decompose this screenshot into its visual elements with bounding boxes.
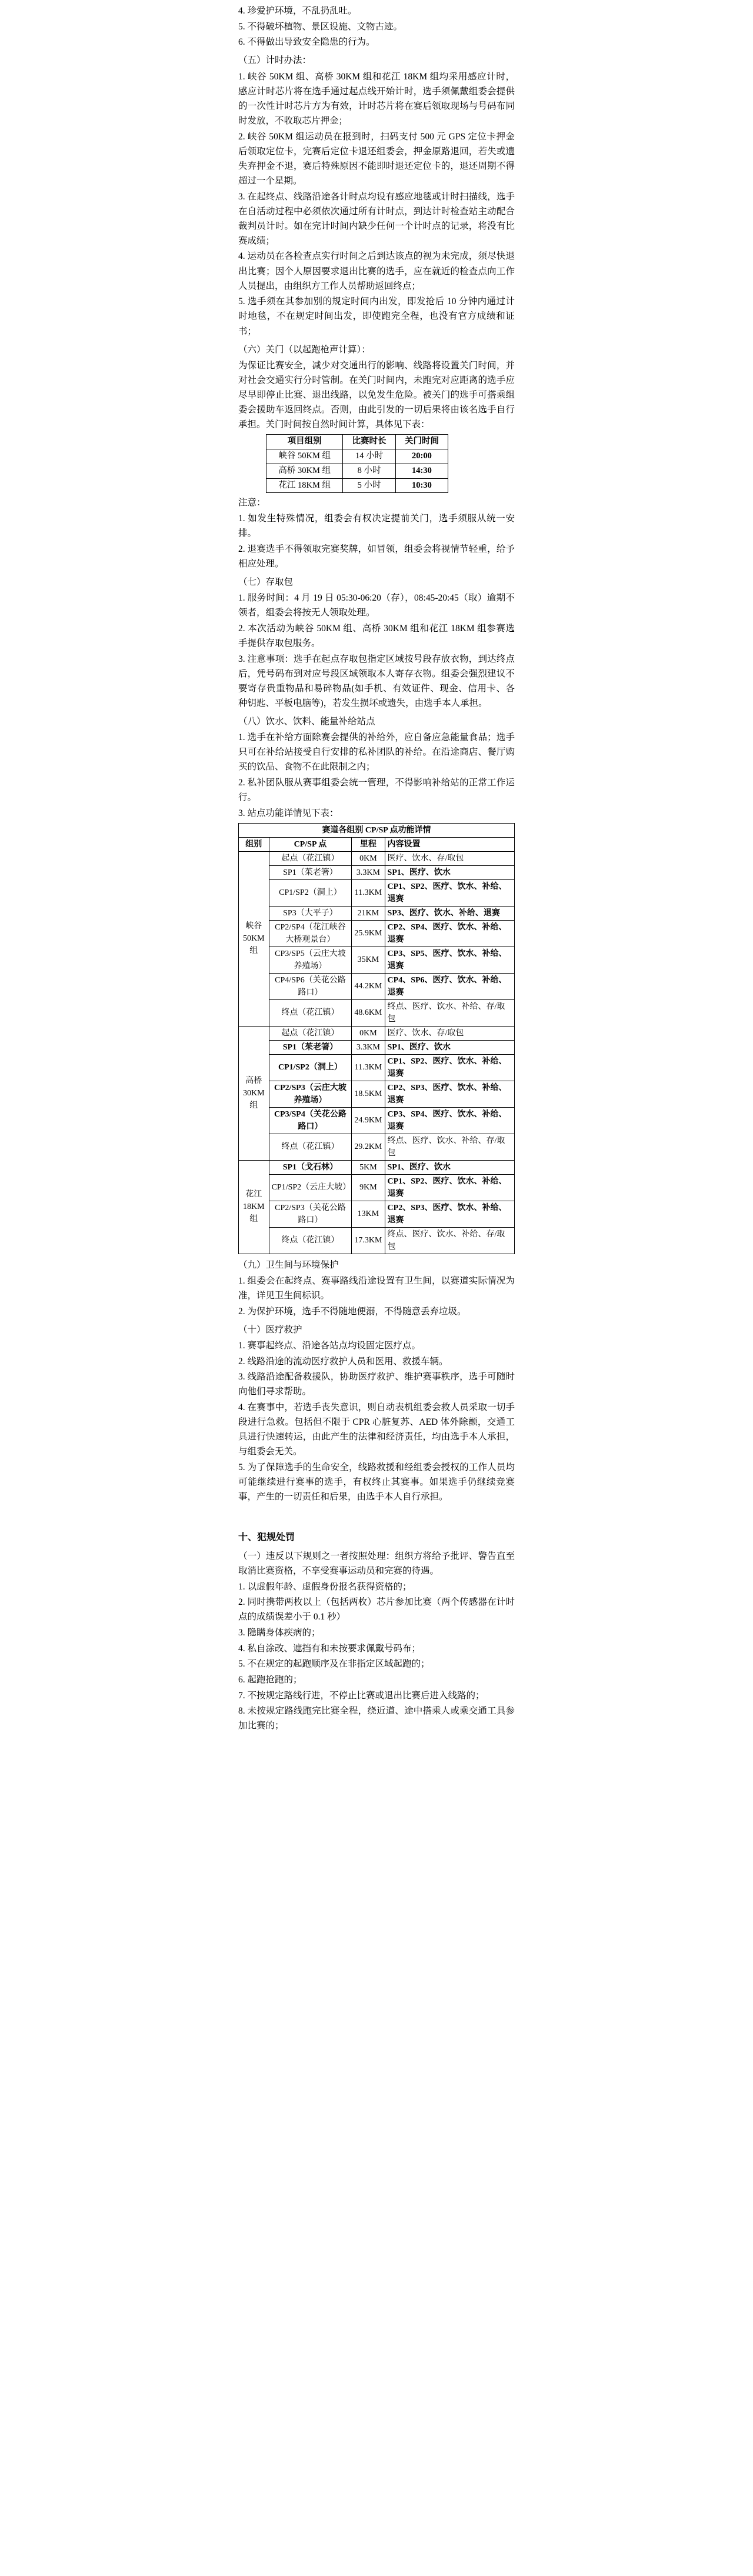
paragraph-timing-1: 1. 峡谷 50KM 组、高桥 30KM 组和花江 18KM 组均采用感应计时，感应计时芯片将在选手通过起点线开始计时，选手须佩戴组委会提供的一次性计时芯片方为有效，计时芯片将在赛后领取现场与号码布同时发放，不收取芯片押金； (238, 71, 515, 126)
cell-services: CP4、SP6、医疗、饮水、补给、退赛 (385, 973, 514, 999)
table-row (239, 973, 515, 999)
col-header-distance: 里程 (352, 837, 385, 851)
cell-distance: 48.6KM (352, 999, 385, 1026)
table-row (239, 999, 515, 1026)
col-header-group: 组别 (239, 837, 269, 851)
cell-services: 终点、医疗、饮水、补给、存/取包 (385, 999, 514, 1026)
cell-distance: 18.5KM (352, 1081, 385, 1107)
cell-group: 高桥 30KM 组 (266, 464, 343, 478)
cell-group-name: 峡谷 50KM 组 (239, 851, 269, 1026)
cell-services: CP2、SP3、医疗、饮水、补给、退赛 (385, 1081, 514, 1107)
table-header-row (239, 837, 515, 851)
cell-distance: 17.3KM (352, 1227, 385, 1254)
paragraph-penalty-5: 5. 不在规定的起跑顺序及在非指定区域起跑的； (238, 1659, 430, 1669)
paragraph-penalty-6: 6. 起跑抢跑的； (238, 1675, 302, 1685)
paragraph-supply-2: 2. 私补团队服从赛事组委会统一管理，不得影响补给站的正常工作运行。 (238, 778, 515, 803)
cell-group-name: 高桥 30KM 组 (239, 1026, 269, 1160)
cell-distance: 35KM (352, 947, 385, 973)
paragraph-penalty-8: 8. 未按规定路线跑完比赛全程，绕近道、途中搭乘人或乘交通工具参加比赛的； (238, 1706, 515, 1731)
cell-services: SP1、医疗、饮水 (385, 1160, 514, 1174)
table-row (239, 1026, 515, 1040)
paragraph-rule-5: 5. 不得破坏植物、景区设施、文物古迹。 (238, 21, 403, 32)
cell-point: CP1/SP2（洞上） (269, 879, 352, 906)
cell-services: CP1、SP2、医疗、饮水、补给、退赛 (385, 879, 514, 906)
paragraph-penalty-1: 1. 以虚假年龄、虚假身份报名获得资格的； (238, 1581, 412, 1592)
paragraph-medical-5: 5. 为了保障选手的生命安全，线路救援和经组委会授权的工作人员均可能继续进行赛事的选手，有权终止其赛事。如果选手仍继续竞赛事，产生的一切责任和后果，由选手本人自行承担。 (238, 1462, 515, 1502)
paragraph-note-2: 2. 退赛选手不得领取完赛奖牌，如冒领，组委会将视情节轻重，给予相应处理。 (238, 544, 515, 569)
table-row (239, 1040, 515, 1054)
cell-services: 医疗、饮水、存/取包 (385, 851, 514, 865)
paragraph-storage-3: 3. 注意事项：选手在起点存取包指定区域按号段存放衣物，到达终点后，凭号码布到对应号段区域领取本人寄存衣物。组委会强烈建议不要寄存贵重物品和易碎物品(如手机、有效证件、现金、信用卡、各种钥匙、平板电脑等)，若发生损坏或遗失，由选手本人承担。 (238, 654, 515, 708)
heading-hygiene: （九）卫生间与环境保护 (238, 1259, 339, 1270)
table-row (266, 478, 448, 493)
table-row (266, 464, 448, 478)
col-header-duration: 比赛时长 (343, 435, 395, 449)
cell-point: SP1（戈石林） (269, 1160, 352, 1174)
cell-cutoff: 14:30 (395, 464, 448, 478)
course-detail-table (238, 823, 515, 1254)
cell-duration: 8 小时 (343, 464, 395, 478)
cell-distance: 3.3KM (352, 865, 385, 879)
cell-distance: 29.2KM (352, 1134, 385, 1160)
col-header-services: 内容设置 (385, 837, 514, 851)
table-row (239, 1107, 515, 1134)
paragraph-note-1: 1. 如发生特殊情况，组委会有权决定提前关门，选手须服从统一安排。 (238, 514, 515, 539)
table-row (239, 1201, 515, 1227)
cell-point: CP4/SP6（关花公路路口） (269, 973, 352, 999)
cell-group: 花江 18KM 组 (266, 478, 343, 493)
paragraph-timing-5: 5. 选手须在其参加别的规定时间内出发，即发抢后 10 分钟内通过计时地毯，不在规定时间出发，即使跑完全程，也没有官方成绩和证书； (238, 296, 515, 336)
cell-services: SP1、医疗、饮水 (385, 865, 514, 879)
cell-cutoff: 10:30 (395, 478, 448, 493)
section-spacer (238, 1505, 515, 1515)
cell-services: CP2、SP3、医疗、饮水、补给、退赛 (385, 1201, 514, 1227)
cell-distance: 3.3KM (352, 1040, 385, 1054)
table-row (239, 851, 515, 865)
cell-distance: 21KM (352, 906, 385, 920)
table-row (239, 920, 515, 947)
course-table-title: 赛道各组别 CP/SP 点功能详情 (239, 823, 515, 837)
paragraph-timing-3: 3. 在起终点、线路沿途各计时点均设有感应地毯或计时扫描线，选手在自活动过程中必须依次通过所有计时点，到达计时检查站主动配合裁判员计时。如在完计时间内缺少任何一个计时点的记录，将没有比赛成绩； (238, 191, 515, 246)
table-row (239, 1174, 515, 1201)
paragraph-storage-1: 1. 服务时间：4 月 19 日 05:30-06:20（存），08:45-20:45（取）逾期不领者，组委会将按无人领取处理。 (238, 593, 515, 618)
paragraph-timing-4: 4. 运动员在各检查点实行时间之后到达该点的视为未完成，须尽快退出比赛；因个人原因要求退出比赛的选手，应在就近的检查点向工作人员提出，由组织方工作人员帮助返回终点； (238, 251, 515, 291)
cell-cutoff: 20:00 (395, 449, 448, 464)
paragraph-medical-2: 2. 线路沿途的流动医疗救护人员和医用、救援车辆。 (238, 1356, 448, 1367)
cell-distance: 25.9KM (352, 920, 385, 947)
col-header-group: 项目组别 (266, 435, 343, 449)
paragraph-rule-4: 4. 珍爱护环境，不乱扔乱吐。 (238, 6, 357, 16)
cell-services: CP1、SP2、医疗、饮水、补给、退赛 (385, 1054, 514, 1081)
cell-services: 终点、医疗、饮水、补给、存/取包 (385, 1134, 514, 1160)
paragraph-hygiene-1: 1. 组委会在起终点、赛事路线沿途设置有卫生间，以赛道实际情况为准，详见卫生间标识。 (238, 1276, 515, 1301)
cell-distance: 0KM (352, 851, 385, 865)
cell-distance: 44.2KM (352, 973, 385, 999)
table-header-row (266, 435, 448, 449)
cell-point: SP1（茱老箸） (269, 1040, 352, 1054)
heading-medical: （十）医疗救护 (238, 1324, 302, 1335)
heading-timing-method: （五）计时办法： (238, 55, 312, 66)
paragraph-medical-4: 4. 在赛事中，若选手丧失意识，则自动表机组委会救人员采取一切手段进行急救。包括但不限于 CPR 心脏复苏、AED 体外除颤，交通工具进行快速转运，由此产生的法律和经济责任，均由选手本人承担，与组委会无关。 (238, 1402, 515, 1457)
cell-point: 起点（花江镇） (269, 1026, 352, 1040)
cell-services: 终点、医疗、饮水、补给、存/取包 (385, 1227, 514, 1254)
table-row (266, 449, 448, 464)
cell-point: CP2/SP3（关花公路路口） (269, 1201, 352, 1227)
cell-point: SP3（大平子） (269, 906, 352, 920)
table-row (239, 865, 515, 879)
heading-cutoff: （六）关门（以起跑枪声计算）： (238, 344, 371, 355)
cell-distance: 11.3KM (352, 879, 385, 906)
table-title-row (239, 823, 515, 837)
paragraph-supply-3: 3. 站点功能详情见下表： (238, 808, 339, 818)
table-row (239, 1081, 515, 1107)
cell-distance: 5KM (352, 1160, 385, 1174)
cell-point: CP1/SP2（云庄大坡） (269, 1174, 352, 1201)
cell-point: CP2/SP3（云庄大坡养殖场） (269, 1081, 352, 1107)
cell-duration: 5 小时 (343, 478, 395, 493)
cell-group: 峡谷 50KM 组 (266, 449, 343, 464)
heading-penalty: 十、犯规处罚 (238, 1532, 295, 1542)
cell-duration: 14 小时 (343, 449, 395, 464)
heading-bag-storage: （七）存取包 (238, 576, 294, 587)
paragraph-timing-2: 2. 峡谷 50KM 组运动员在报到时，扫码支付 500 元 GPS 定位卡押金后领取定位卡，完赛后定位卡退还组委会，押金原路退回，若失或遗失弃押金不退，赛后特殊原因不能即时退还定位卡的，退还周期不得超过一个星期。 (238, 131, 515, 186)
table-row (239, 1227, 515, 1254)
paragraph-penalty-7: 7. 不按规定路线行进，不停止比赛或退出比赛后进入线路的； (238, 1690, 485, 1701)
table-row (239, 879, 515, 906)
cell-point: 终点（花江镇） (269, 1134, 352, 1160)
cell-point: 终点（花江镇） (269, 1227, 352, 1254)
cell-distance: 11.3KM (352, 1054, 385, 1081)
cell-distance: 0KM (352, 1026, 385, 1040)
paragraph-cutoff-intro: 为保证比赛安全，减少对交通出行的影响、线路将设置关门时间，并对社会交通实行分时管制。在关门时间内，未跑完对应距离的选手应尽早即停止比赛、退出线路，以免发生危险。被关门的选手可搭乘组委会援助车返回终点。否则，由此引发的一切后果将由该名选手自行承担。关门时间按自然时间计算，具体见下表： (238, 360, 515, 430)
cell-point: CP2/SP4（花江峡谷大桥观景台） (269, 920, 352, 947)
cell-services: SP1、医疗、饮水 (385, 1040, 514, 1054)
cell-point: SP1（茱老箸） (269, 865, 352, 879)
cell-group-name: 花江 18KM 组 (239, 1160, 269, 1254)
cell-services: 医疗、饮水、存/取包 (385, 1026, 514, 1040)
paragraph-penalty-intro: （一）违反以下规则之一者按照处理：组织方将给予批评、警告直至取消比赛资格，不享受赛事运动员和完赛的待遇。 (238, 1551, 515, 1576)
paragraph-medical-1: 1. 赛事起终点、沿途各站点均设固定医疗点。 (238, 1341, 421, 1351)
col-header-cutoff: 关门时间 (395, 435, 448, 449)
table-row (239, 1054, 515, 1081)
paragraph-storage-2: 2. 本次活动为峡谷 50KM 组、高桥 30KM 组和花江 18KM 组参赛选手提供存取包服务。 (238, 623, 515, 648)
heading-notes: 注意： (238, 498, 266, 508)
paragraph-supply-1: 1. 选手在补给方面除赛会提供的补给外，应自备应急能量食品；选手只可在补给站接受自行安排的私补团队的补给。在沿途商店、餐厅购买的饮品、食物不在此限制之内； (238, 732, 515, 772)
heading-aid-stations: （八）饮水、饮料、能量补给站点 (238, 717, 375, 727)
table-row (239, 947, 515, 973)
paragraph-penalty-2: 2. 同时携带两枚以上（包括两枚）芯片参加比赛（两个传感器在计时点的成绩误差小于 0.1 秒） (238, 1597, 515, 1622)
cell-point: CP3/SP4（关花公路路口） (269, 1107, 352, 1134)
cell-services: CP2、SP4、医疗、饮水、补给、退赛 (385, 920, 514, 947)
cell-point: 终点（花江镇） (269, 999, 352, 1026)
table-row (239, 906, 515, 920)
cutoff-time-table (266, 434, 448, 493)
cell-point: CP3/SP5（云庄大坡养殖场） (269, 947, 352, 973)
table-row (239, 1134, 515, 1160)
cell-distance: 13KM (352, 1201, 385, 1227)
cell-distance: 9KM (352, 1174, 385, 1201)
paragraph-rule-6: 6. 不得做出导致安全隐患的行为。 (238, 37, 375, 48)
cell-services: SP3、医疗、饮水、补给、退赛 (385, 906, 514, 920)
col-header-point: CP/SP 点 (269, 837, 352, 851)
cell-services: CP3、SP4、医疗、饮水、补给、退赛 (385, 1107, 514, 1134)
cell-distance: 24.9KM (352, 1107, 385, 1134)
paragraph-hygiene-2: 2. 为保护环境，选手不得随地便溺，不得随意丢弃垃圾。 (238, 1306, 467, 1317)
cell-point: 起点（花江镇） (269, 851, 352, 865)
paragraph-penalty-4: 4. 私自涂改、遮挡有和未按要求佩戴号码布； (238, 1643, 421, 1654)
cell-point: CP1/SP2（洞上） (269, 1054, 352, 1081)
paragraph-medical-3: 3. 线路沿途配备救援队，协助医疗救护、维护赛事秩序，选手可随时向他们寻求帮助。 (238, 1372, 515, 1397)
paragraph-penalty-3: 3. 隐瞒身体疾病的； (238, 1628, 321, 1638)
cell-services: CP1、SP2、医疗、饮水、补给、退赛 (385, 1174, 514, 1201)
table-row (239, 1160, 515, 1174)
cell-services: CP3、SP5、医疗、饮水、补给、退赛 (385, 947, 514, 973)
